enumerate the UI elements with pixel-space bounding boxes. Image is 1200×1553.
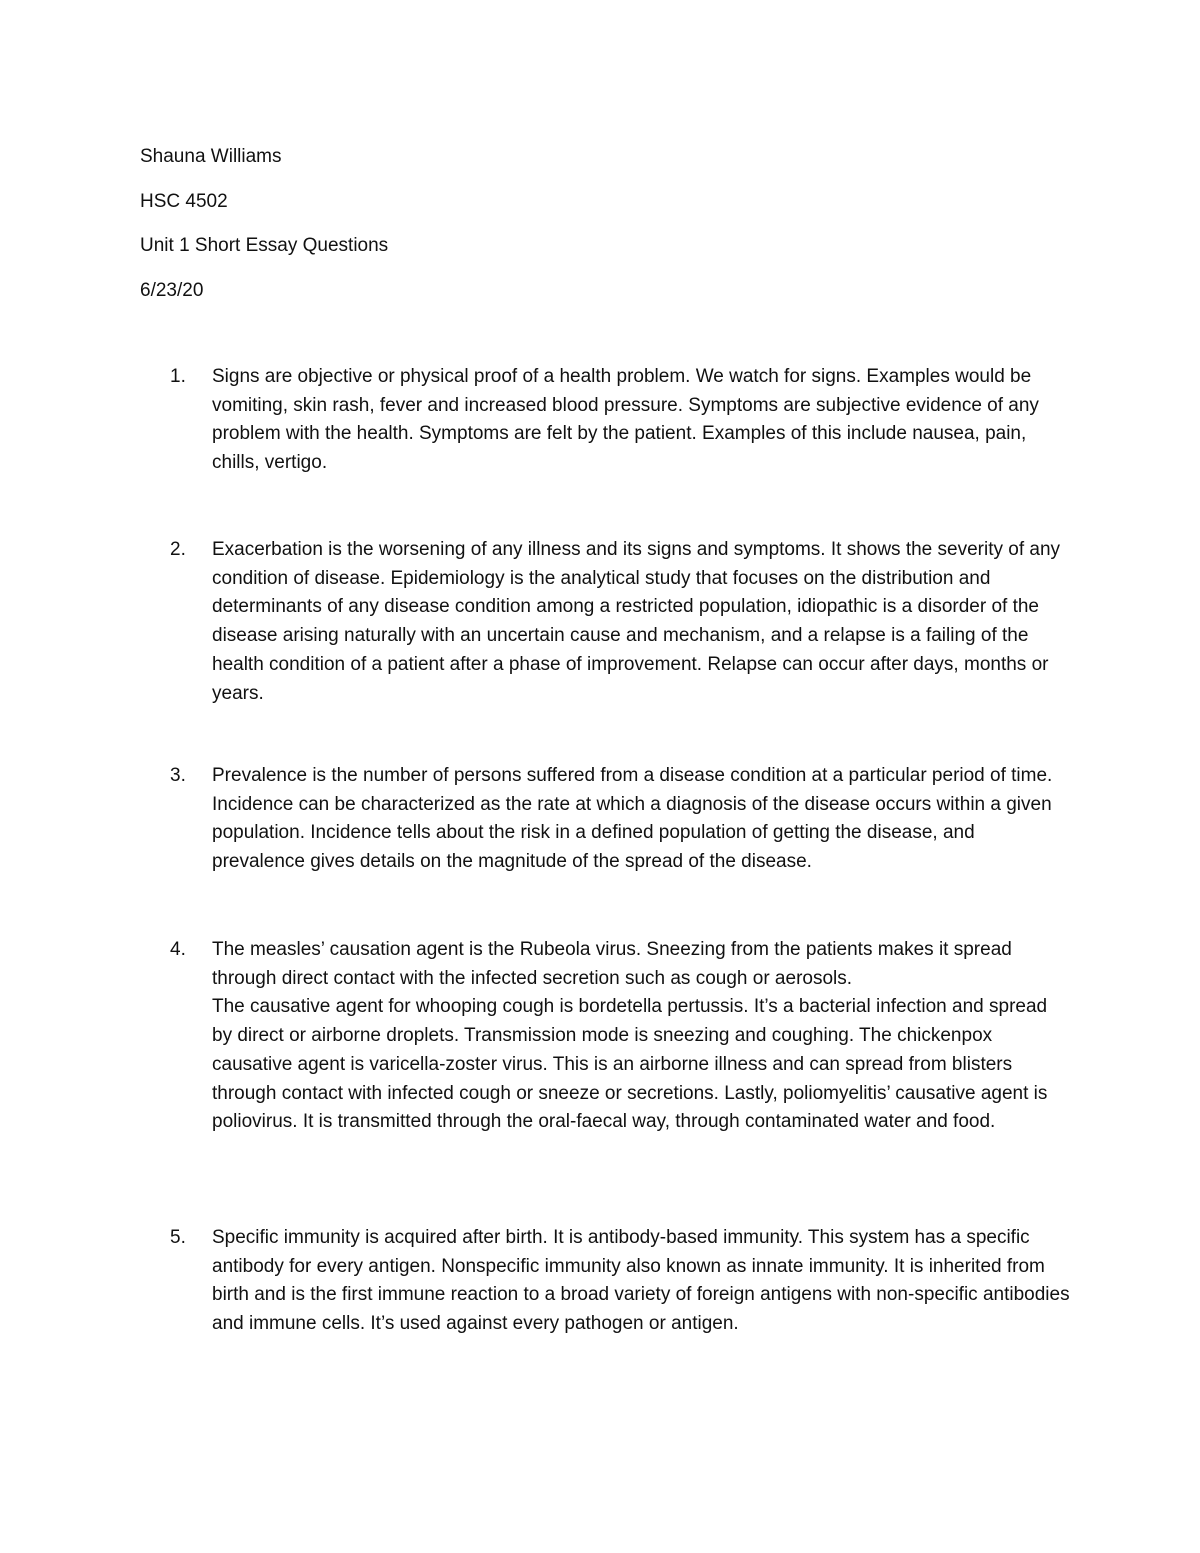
answer-item-2 — [140, 536, 1070, 708]
answer-paragraph: Exacerbation is the worsening of any illness and its signs and symptoms. It shows the severity of any condition of disease. Epidemiology is the analytical study that focuses on the distribution and determinants of any disease condition among a restricted population, idiopathic is a disorder of the disease arising naturally with an uncertain cause and mechanism, and a relapse is a failing of the health condition of a patient after a phase of improvement. Relapse can occur after days, months or years. — [212, 539, 1061, 704]
course-code: HSC 4502 — [140, 191, 228, 212]
answer-text — [212, 936, 1070, 1137]
assignment-title: Unit 1 Short Essay Questions — [140, 235, 389, 256]
answer-text — [212, 1224, 1070, 1339]
answer-number: 4. — [170, 939, 186, 960]
answer-item-1 — [140, 363, 1070, 478]
answer-number: 1. — [170, 366, 186, 387]
answer-item-5 — [140, 1224, 1070, 1339]
answer-paragraph: Prevalence is the number of persons suffered from a disease condition at a particular period of time. Incidence can be characterized as the rate at which a diagnosis of the disease occurs within a given population. Incidence tells about the risk in a defined population of getting the disease, and prevalence gives details on the magnitude of the spread of the disease. — [212, 765, 1053, 873]
answer-paragraph: The measles’ causation agent is the Rubeola virus. Sneezing from the patients makes it spread through direct contact with the infected secretion such as cough or aerosols. — [212, 939, 1012, 989]
answer-text — [212, 536, 1070, 708]
author-name: Shauna Williams — [140, 146, 282, 167]
document-date: 6/23/20 — [140, 280, 204, 301]
answer-paragraph: Signs are objective or physical proof of a health problem. We watch for signs. Examples would be vomiting, skin rash, fever and increased blood pressure. Symptoms are subjective evidence of any problem with the health. Symptoms are felt by the patient. Examples of this include nausea, pain, chills, vertigo. — [212, 366, 1039, 474]
answer-number: 2. — [170, 539, 186, 560]
answer-text — [212, 762, 1070, 877]
answer-item-3 — [140, 762, 1070, 877]
answer-number: 3. — [170, 765, 186, 786]
answer-text — [212, 363, 1070, 478]
answer-item-4 — [140, 936, 1070, 1137]
answer-paragraph: Specific immunity is acquired after birth. It is antibody-based immunity. This system has a specific antibody for every antigen. Nonspecific immunity also known as innate immunity. It is inherited from birth and is the first immune reaction to a broad variety of foreign antigens with non-specific antibodies and immune cells. It’s used against every pathogen or antigen. — [212, 1227, 1070, 1335]
answer-paragraph: The causative agent for whooping cough is bordetella pertussis. It’s a bacterial infection and spread by direct or airborne droplets. Transmission mode is sneezing and coughing. The chickenpox causative agent is varicella-zoster virus. This is an airborne illness and can spread from blisters through contact with infected cough or sneeze or secretions. Lastly, poliomyelitis’ causative agent is poliovirus. It is transmitted through the oral-faecal way, through contaminated water and food. — [212, 996, 1048, 1133]
answer-number: 5. — [170, 1227, 186, 1248]
